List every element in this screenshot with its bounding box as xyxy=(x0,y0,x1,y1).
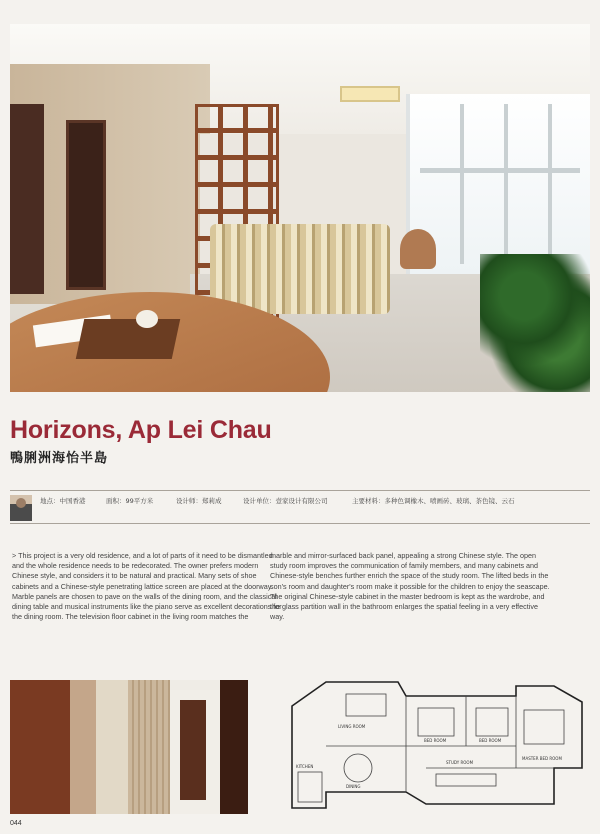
ceiling-lamp xyxy=(340,86,400,102)
plan-label-bed2: BED ROOM xyxy=(479,738,502,743)
plan-label-bed1: BED ROOM xyxy=(424,738,447,743)
info-materials: 主要材料：多种色调橡木、喷画砖、玻璃、茶色镜、云石 xyxy=(352,497,515,505)
plan-label-kitchen: KITCHEN xyxy=(296,764,314,769)
plan-label-master: MASTER BED ROOM xyxy=(522,756,562,761)
wood-panel xyxy=(10,680,70,814)
hallway-photo xyxy=(10,680,248,814)
lounge-chair xyxy=(400,229,436,269)
potted-plant xyxy=(480,254,590,392)
plan-label-study: STUDY ROOM xyxy=(446,760,474,765)
page-number: 044 xyxy=(10,820,22,827)
info-rule-top xyxy=(10,490,590,491)
body-text-right: marble and mirror-surfaced back panel, appealing a strong Chinese style. The open study room improves the communication of family members, and many cabinets and Chinese-style benches further enrich the space of the study room. The lifted beds in the son's room and daughter's room make it possible for the children to enjoy the seascape. The original Chinese-style cabinet in the master bedroom is kept as the wardrobe, and the glass partition wall in the bathroom enlarges the spatial feeling in a very effective way. xyxy=(270,551,550,622)
bedroom-door xyxy=(66,120,106,290)
door-frame xyxy=(220,680,248,814)
entry-door xyxy=(10,104,44,294)
article-title: Horizons, Ap Lei Chau xyxy=(10,416,272,444)
tea-tray xyxy=(76,319,181,359)
designer-avatar xyxy=(10,495,32,521)
teapot xyxy=(136,310,158,328)
bamboo-blind xyxy=(128,680,170,814)
floor-plan xyxy=(286,676,590,814)
info-rule-bottom xyxy=(10,523,590,524)
wall-panel xyxy=(70,680,96,814)
hallway-door xyxy=(180,700,206,800)
body-text-left: > This project is a very old residence, and a lot of parts of it need to be dismantled and the whole residence needs to be redecorated. The owner prefers modern Chinese style, and considers it to be natural and practical. Many sets of shoe cabinets and a Chinese-style penetrating lattice screen are placed at the doorway. Marble panels are chosen to pave on the walls of the dining room, and the classical dining table and musical instruments like the piano serve as excellent decorations for the dining room. The television floor cabinet in the living room matches the xyxy=(12,551,282,622)
wall-panel-light xyxy=(96,680,128,814)
info-location: 地点：中国香港 xyxy=(40,497,86,505)
article-subtitle-chinese: 鴨脷洲海怡半島 xyxy=(10,451,109,466)
hero-photo-living-room xyxy=(10,24,590,392)
plan-label-dining: DINING xyxy=(346,784,361,789)
striped-sofa xyxy=(210,224,390,314)
info-designer: 设计师：郑莉成 xyxy=(176,497,222,505)
info-area: 面积：99平方米 xyxy=(106,497,154,505)
info-design-unit: 设计单位：壹家设计有限公司 xyxy=(243,497,328,505)
plan-label-living: LIVING ROOM xyxy=(338,724,366,729)
